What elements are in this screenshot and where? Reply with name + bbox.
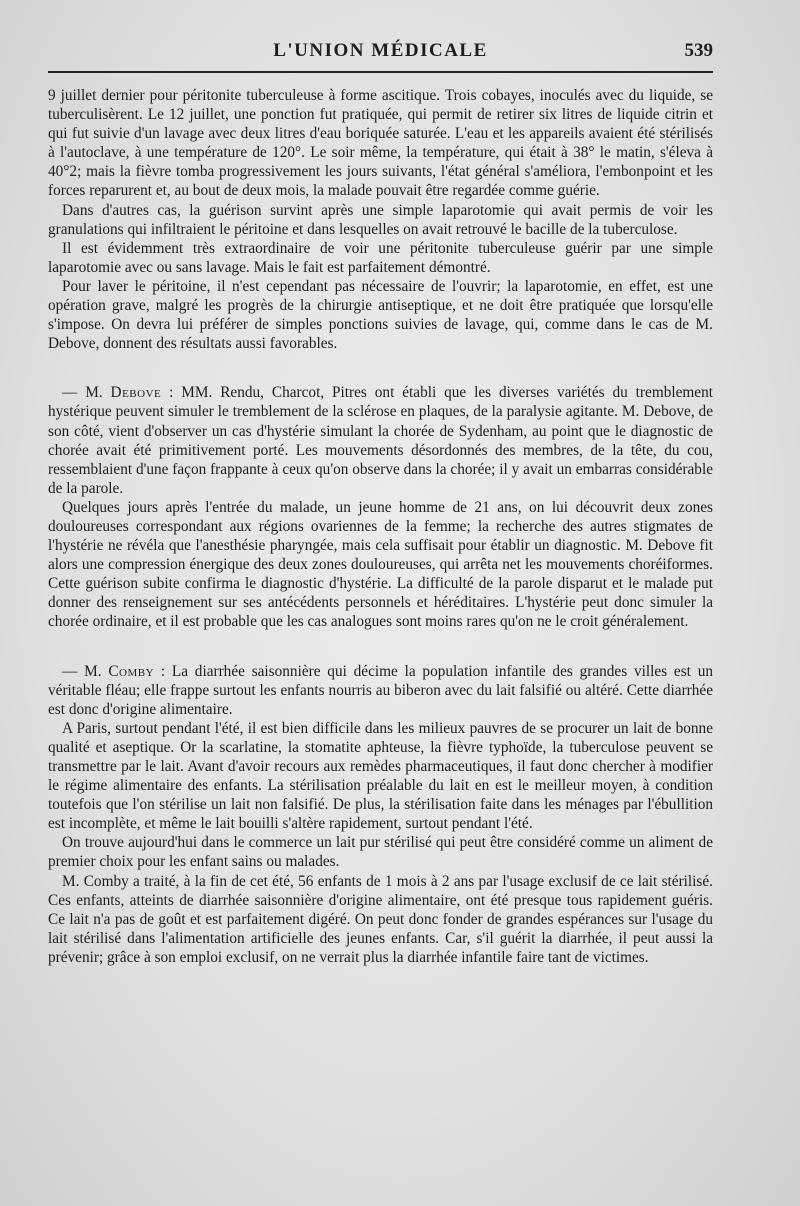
paragraph: Il est évidemment très extraordinaire de voir une péritonite tuberculeuse guérir par une simple laparotomie avec ou sans lavage. Mais le fait est parfaitement démontré. [48, 239, 713, 276]
article-body [48, 86, 713, 967]
paragraph: Pour laver le péritoine, il n'est cependant pas nécessaire de l'ouvrir; la laparotomie, en effet, est une opération grave, malgré les progrès de la chirurgie antiseptique, et ne doit être pratiquée que lorsqu'elle s'impose. On devra lui préférer de simples ponctions suivies de lavage, qui, comme dans le cas de M. Debove, donnent des résultats aussi favorables. [48, 277, 713, 353]
speaker-name: Comby [108, 662, 155, 680]
paragraph: On trouve aujourd'hui dans le commerce un lait pur stérilisé qui peut être considéré comme un aliment de premier choix pour les enfant sains ou malades. [48, 834, 713, 871]
paragraph: A Paris, surtout pendant l'été, il est bien difficile dans les milieux pauvres de se procurer un lait de bonne qualité et aseptique. Or la scarlatine, la stomatite aphteuse, la fièvre typhoïde, la tuberculose peuvent se transmettre par le lait. Avant d'avoir recours aux remèdes pharmaceutiques, il faut donc chercher à modifier le régime alimentaire des enfants. La stérilisation préalable du lait en est le meilleur moyen, à condition toutefois que l'on stérilise un lait non falsifié. De plus, la stérilisation faite dans les ménages par l'ébullition est incomplète, et même le lait bouilli s'altère rapidement, surtout pendant l'été. [48, 719, 713, 833]
speaker-name: Debove [110, 384, 162, 402]
page-number: 539 [684, 40, 713, 61]
running-header [48, 40, 713, 68]
paragraph: M. Comby a traité, à la fin de cet été, 56 enfants de 1 mois à 2 ans par l'usage exclusif de ce lait stérilisé. Ces enfants, atteints de diarrhée saisonnière d'origine alimentaire, ont été presque tous rapidement guéris. Ce lait n'a pas de goût et est parfaitement digéré. On peut donc fonder de grandes espérances sur l'usage du lait stérilisé dans l'alimentation artificielle des jeunes enfants. Car, s'il guérit la diarrhée, il peut aussi la prévenir; grâce à son emploi exclusif, on ne verrait plus la diarrhée infantile faire tant de victimes. [48, 872, 713, 966]
journal-title: L'UNION MÉDICALE [273, 40, 488, 61]
paragraph: Dans d'autres cas, la guérison survint après une simple laparotomie qui avait permis de voir les granulations qui infiltraient le péritoine et dans lesquelles on avait retrouvé le bacille de la tuberculose. [48, 201, 713, 238]
speaker-paragraph-debove: — M. Debove : MM. Rendu, Charcot, Pitres ont établi que les diverses variétés du tremblement hystérique peuvent simuler le tremblement de la sclérose en plaques, de la paralysie agitante. M. Debove, de son côté, vient d'observer un cas d'hystérie simulant la chorée de Sydenham, au point que le diagnostic de chorée avait été primitivement porté. Les mouvements désordonnés des membres, de la tête, du cou, ressemblaient d'une façon frappante à ceux qu'on observe dans la chorée; il y avait un embarras considérable de la parole. [48, 384, 713, 497]
speaker-paragraph-comby: — M. Comby : La diarrhée saisonnière qui décime la population infantile des grandes villes est un véritable fléau; elle frappe surtout les enfants nourris au biberon avec du lait falsifié ou altéré. Cette diarrhée est donc d'origine alimentaire. [48, 662, 713, 718]
paragraph-continuation: 9 juillet dernier pour péritonite tuberculeuse à forme ascitique. Trois cobayes, inoculés avec du liquide, se tuberculisèrent. Le 12 juillet, une ponction fut pratiquée, qui permit de retirer six litres de liquide citrin et qui fut suivie d'un lavage avec deux litres d'eau boriquée saturée. L'eau et les appareils avaient été stérilisés à l'autoclave, à une température de 120°. Le soir même, la température, qui était à 38° le matin, s'éleva à 40°2; mais la fièvre tomba progressivement les jours suivants, l'état général s'améliora, l'embonpoint et les forces reparurent et, au bout de deux mois, la malade pouvait être regardée comme guérie. [48, 87, 713, 200]
paragraph: Quelques jours après l'entrée du malade, un jeune homme de 21 ans, on lui découvrit deux zones douloureuses correspondant aux régions ovariennes de la femme; la recherche des autres stigmates de l'hystérie ne révéla que l'anesthésie pharyngée, mais cela suffisait pour établir un diagnostic. M. Debove fit alors une compression énergique des deux zones douloureuses, qui arrêta net les mouvements choréiformes. Cette guérison subite confirma le diagnostic d'hystérie. La difficulté de la parole disparut et le malade put donner des renseignement sur ses antécédents personnels et héréditaires. L'hystérie peut donc simuler la chorée ordinaire, et il est probable que les cas analogues sont moins rares qu'on ne le croit généralement. [48, 498, 713, 631]
header-rule [48, 71, 713, 73]
